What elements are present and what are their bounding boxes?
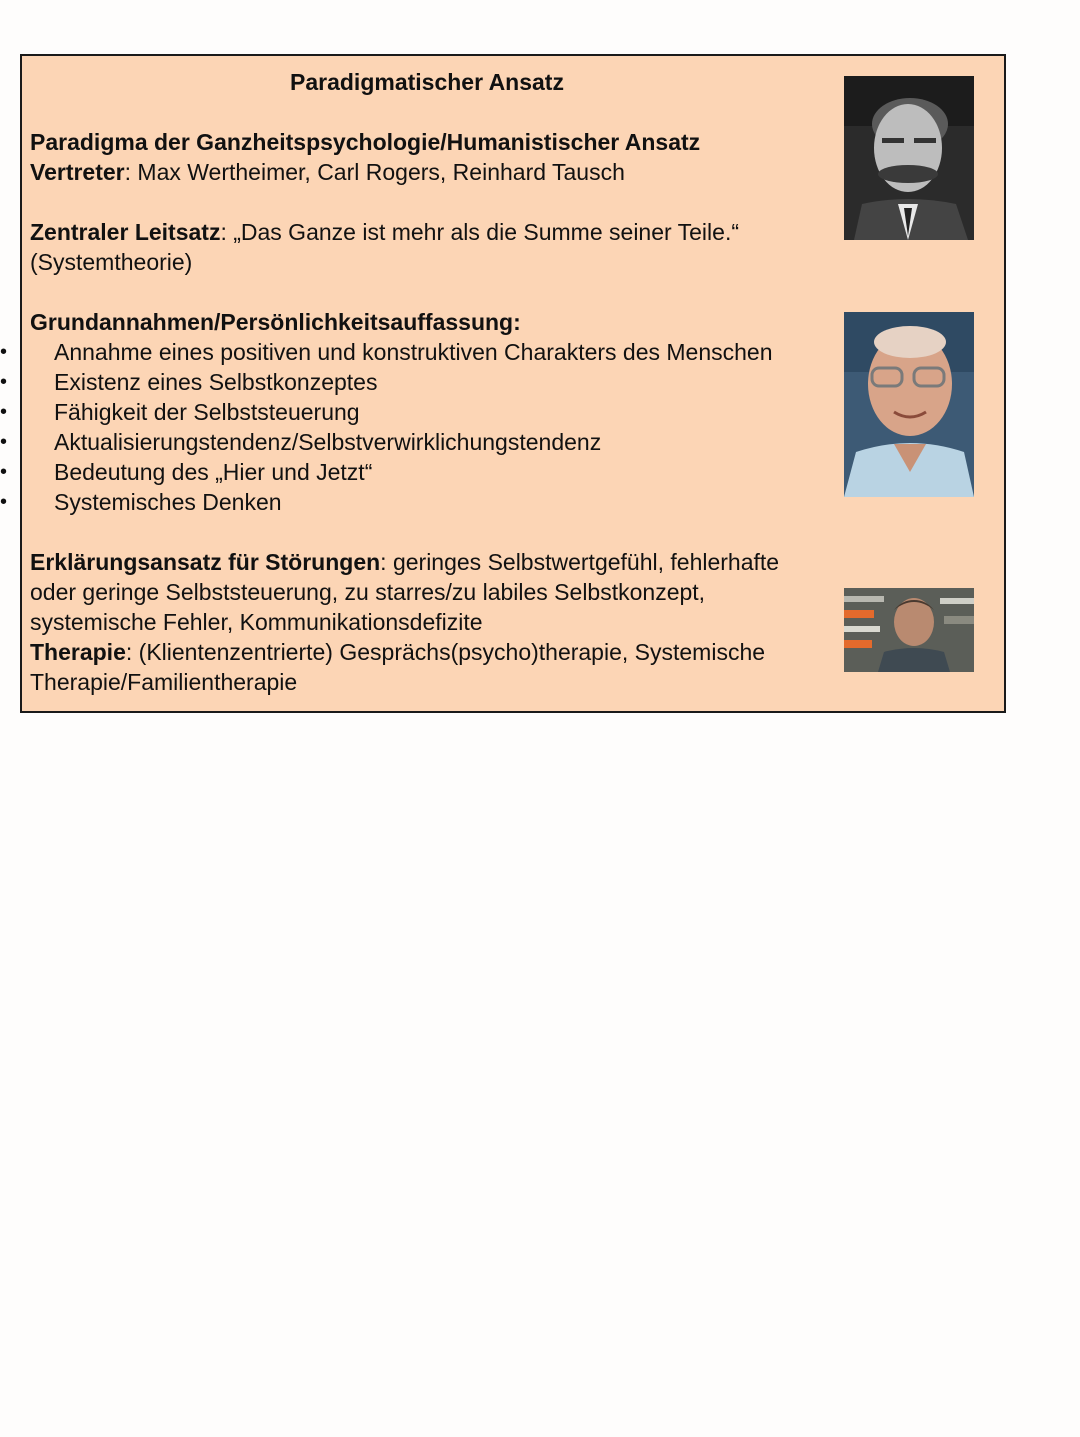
leitsatz-line-2: (Systemtheorie) [30,249,193,275]
bullet-marker: • [0,491,8,513]
paradigm-heading: Paradigma der Ganzheitspsychologie/Humanistischer Ansatz [30,129,701,155]
bullet-marker: • [0,461,8,483]
portrait-rogers [844,312,974,497]
leitsatz-line: Zentraler Leitsatz: „Das Ganze ist mehr als die Summe seiner Teile.“ [30,219,739,245]
bullet-marker: • [0,371,8,393]
bullet-marker: • [0,341,8,363]
portrait-tausch [844,588,974,672]
list-item: Annahme eines positiven und konstruktiven Charakters des Menschen [54,339,773,365]
grundannahmen-heading: Grundannahmen/Persönlichkeitsauffassung: [30,309,521,335]
vertreter-line: Vertreter: Max Wertheimer, Carl Rogers, Reinhard Tausch [30,159,625,185]
bullet-marker: • [0,401,8,423]
bullet-marker: • [0,431,8,453]
list-item: Bedeutung des „Hier und Jetzt“ [54,459,373,485]
erklaerung-line-3: systemische Fehler, Kommunikationsdefizite [30,609,483,635]
list-item: Existenz eines Selbstkonzeptes [54,369,378,395]
erklaerung-line-2: oder geringe Selbststeuerung, zu starres/zu labiles Selbstkonzept, [30,579,706,605]
portrait-wertheimer [844,76,974,240]
erklaerung-line-1: Erklärungsansatz für Störungen: geringes Selbstwertgefühl, fehlerhafte [30,549,780,575]
therapie-line-2: Therapie/Familientherapie [30,669,298,695]
list-item: Fähigkeit der Selbststeuerung [54,399,360,425]
page-title: Paradigmatischer Ansatz [290,69,564,95]
list-item: Systemisches Denken [54,489,282,515]
therapie-line-1: Therapie: (Klientenzentrierte) Gesprächs(psycho)therapie, Systemische [30,639,766,665]
list-item: Aktualisierungstendenz/Selbstverwirklichungstendenz [54,429,602,455]
